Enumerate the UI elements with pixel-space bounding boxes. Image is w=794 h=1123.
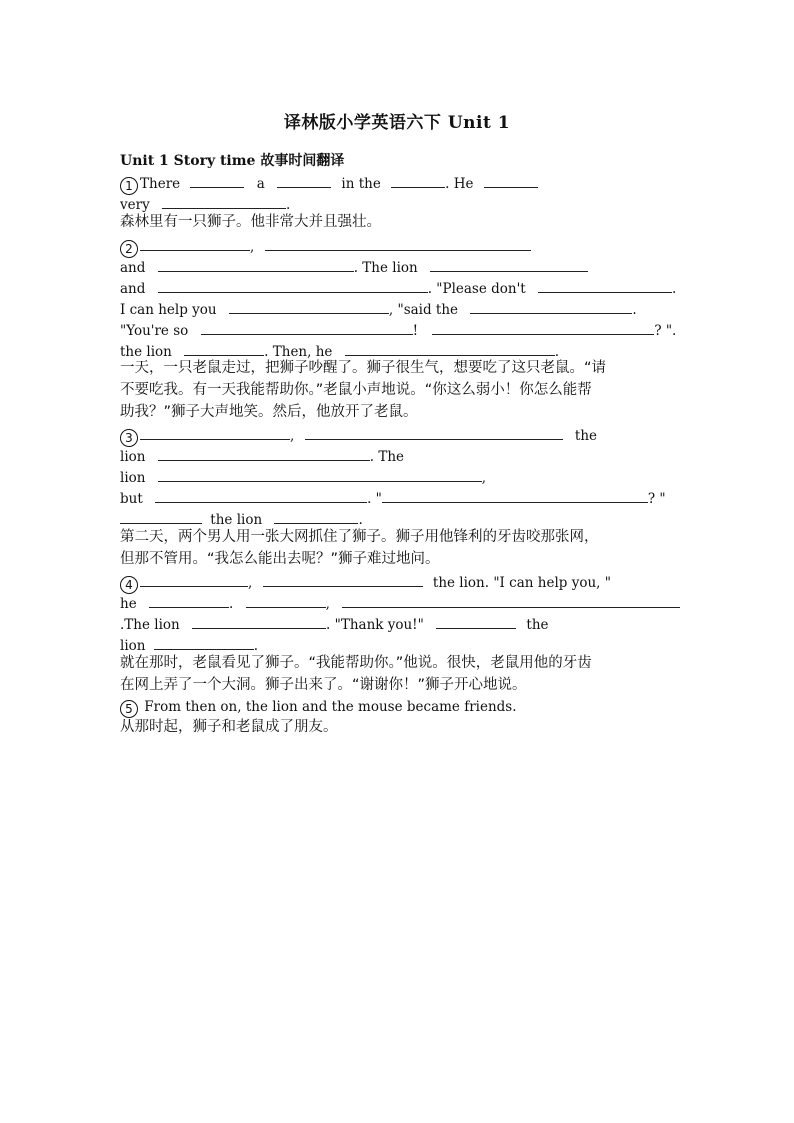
- blank[interactable]: [140, 571, 248, 587]
- blank[interactable]: [391, 172, 445, 188]
- circled-number-icon: 3: [120, 429, 138, 447]
- blank[interactable]: [342, 592, 680, 608]
- blank[interactable]: [149, 592, 229, 608]
- circled-number-icon: 5: [120, 700, 138, 718]
- p2-line-2: and . The lion: [120, 256, 588, 277]
- p2-line-3: and . "Please don't .: [120, 277, 676, 298]
- blank[interactable]: [382, 487, 648, 503]
- p1-line-2: very .: [120, 193, 290, 214]
- p3-line-1: 3 , the: [120, 424, 597, 445]
- blank[interactable]: [184, 340, 264, 356]
- p2-line-5: "You're so ! ? ".: [120, 319, 676, 340]
- p4-line-1: 4 , the lion. "I can help you, ": [120, 571, 611, 592]
- p4-line-4: lion .: [120, 634, 258, 655]
- p4-translation-1: 就在那时，老鼠看见了狮子。“我能帮助你。”他说。很快，老鼠用他的牙齿: [120, 655, 592, 671]
- page-title: 译林版小学英语六下 Unit 1: [283, 113, 511, 133]
- blank[interactable]: [538, 277, 672, 293]
- blank[interactable]: [484, 172, 538, 188]
- p1-line-1: 1 There a in the . He: [120, 172, 538, 193]
- p1-translation: 森林里有一只狮子。他非常大并且强壮。: [120, 214, 381, 230]
- p3-translation-1: 第二天，两个男人用一张大网抓住了狮子。狮子用他锋利的牙齿咬那张网，: [120, 529, 599, 545]
- p2-translation-1: 一天，一只老鼠走过，把狮子吵醒了。狮子很生气，想要吃了这只老鼠。“请: [120, 360, 607, 376]
- p4-line-3: .The lion . "Thank you!" the: [120, 613, 549, 634]
- blank[interactable]: [345, 340, 555, 356]
- p5-translation: 从那时起，狮子和老鼠成了朋友。: [120, 719, 338, 735]
- p3-line-4: but . " ? ": [120, 487, 666, 508]
- p2-line-6: the lion . Then, he .: [120, 340, 559, 361]
- circled-number-icon: 1: [120, 177, 138, 195]
- section-title: Unit 1 Story time 故事时间翻译: [120, 153, 345, 169]
- blank[interactable]: [154, 634, 254, 650]
- blank[interactable]: [190, 172, 244, 188]
- blank[interactable]: [158, 277, 428, 293]
- p2-translation-2: 不要吃我。有一天我能帮助你。”老鼠小声地说。“你这么弱小！你怎么能帮: [120, 382, 592, 398]
- blank[interactable]: [192, 613, 326, 629]
- blank[interactable]: [229, 298, 389, 314]
- p3-line-3: lion ,: [120, 466, 486, 487]
- blank[interactable]: [158, 466, 482, 482]
- blank[interactable]: [246, 592, 326, 608]
- blank[interactable]: [263, 571, 423, 587]
- blank[interactable]: [158, 256, 354, 272]
- blank[interactable]: [120, 508, 202, 524]
- p5-line-1: 5 From then on, the lion and the mouse became friends.: [120, 697, 517, 718]
- p4-translation-2: 在网上弄了一个大洞。狮子出来了。“谢谢你！”狮子开心地说。: [120, 677, 527, 693]
- blank[interactable]: [140, 235, 250, 251]
- blank[interactable]: [436, 613, 516, 629]
- circled-number-icon: 2: [120, 240, 138, 258]
- blank[interactable]: [470, 298, 632, 314]
- p3-translation-2: 但那不管用。“我怎么能出去呢？”狮子难过地问。: [120, 551, 440, 567]
- blank[interactable]: [162, 193, 286, 209]
- p3-line-5: the lion .: [120, 508, 363, 529]
- p2-line-1: 2 ,: [120, 235, 531, 256]
- blank[interactable]: [155, 487, 367, 503]
- blank[interactable]: [265, 235, 531, 251]
- p2-line-4: I can help you , "said the .: [120, 298, 637, 319]
- circled-number-icon: 4: [120, 576, 138, 594]
- blank[interactable]: [305, 424, 563, 440]
- p2-translation-3: 助我？”狮子大声地笑。然后，他放开了老鼠。: [120, 404, 418, 420]
- blank[interactable]: [430, 256, 588, 272]
- p4-line-2: he . ,: [120, 592, 680, 613]
- blank[interactable]: [140, 424, 290, 440]
- blank[interactable]: [274, 508, 358, 524]
- blank[interactable]: [277, 172, 331, 188]
- blank[interactable]: [158, 445, 370, 461]
- blank[interactable]: [201, 319, 413, 335]
- blank[interactable]: [432, 319, 654, 335]
- p3-line-2: lion . The: [120, 445, 404, 466]
